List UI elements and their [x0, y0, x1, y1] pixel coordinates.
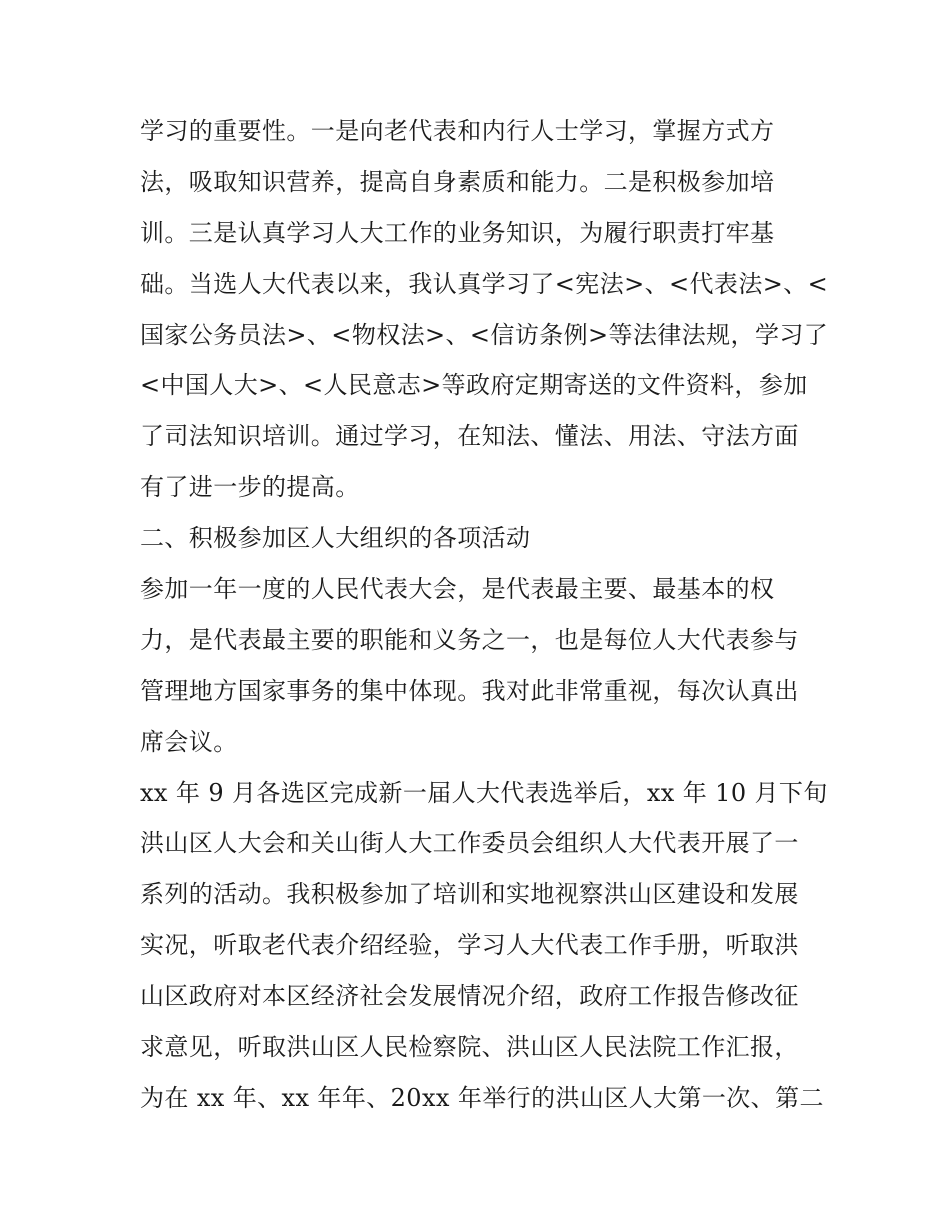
text-line: 学习的重要性。一是向老代表和内行人士学习，掌握方式方 [140, 117, 775, 145]
text-line: 山区政府对本区经济社会发展情况介绍，政府工作报告修改征 [140, 982, 799, 1011]
text-line: <中国人大>、<人民意志>等政府定期寄送的文件资料，参加 [140, 371, 808, 400]
text-line: 为在 xx 年、xx 年年、20xx 年举行的洪山区人大第一次、第二 [140, 1083, 824, 1112]
text-line: 了司法知识培训。通过学习，在知法、懂法、用法、守法方面 [140, 422, 799, 451]
text-line: 管理地方国家事务的集中体现。我对此非常重视，每次认真出 [140, 676, 799, 705]
text-line: 法，吸取知识营养，提高自身素质和能力。二是积极参加培 [140, 167, 775, 196]
text-line: 力，是代表最主要的职能和义务之一，也是每位人大代表参与 [140, 625, 799, 654]
text-line: 席会议。 [140, 727, 238, 756]
section-heading: 二、积极参加区人大组织的各项活动 [140, 524, 531, 553]
text-line: 实况，听取老代表介绍经验，学习人大代表工作手册，听取洪 [140, 931, 799, 960]
text-line: 训。三是认真学习人大工作的业务知识，为履行职责打牢基 [140, 218, 775, 247]
text-line: 系列的活动。我积极参加了培训和实地视察洪山区建设和发展 [140, 880, 799, 909]
text-line: 础。当选人大代表以来，我认真学习了<宪法>、<代表法>、< [140, 269, 829, 298]
text-line: xx 年 9 月各选区完成新一届人大代表选举后，xx 年 10 月下旬 [140, 778, 828, 807]
document-body [140, 106, 829, 1124]
text-line: 有了进一步的提高。 [140, 473, 360, 502]
text-line: 国家公务员法>、<物权法>、<信访条例>等法律法规，学习了 [140, 320, 829, 349]
text-line: 求意见，听取洪山区人民检察院、洪山区人民法院工作汇报， [140, 1033, 799, 1062]
text-line: 参加一年一度的人民代表大会，是代表最主要、最基本的权 [140, 575, 775, 604]
text-line: 洪山区人大会和关山街人大工作委员会组织人大代表开展了一 [140, 829, 799, 858]
